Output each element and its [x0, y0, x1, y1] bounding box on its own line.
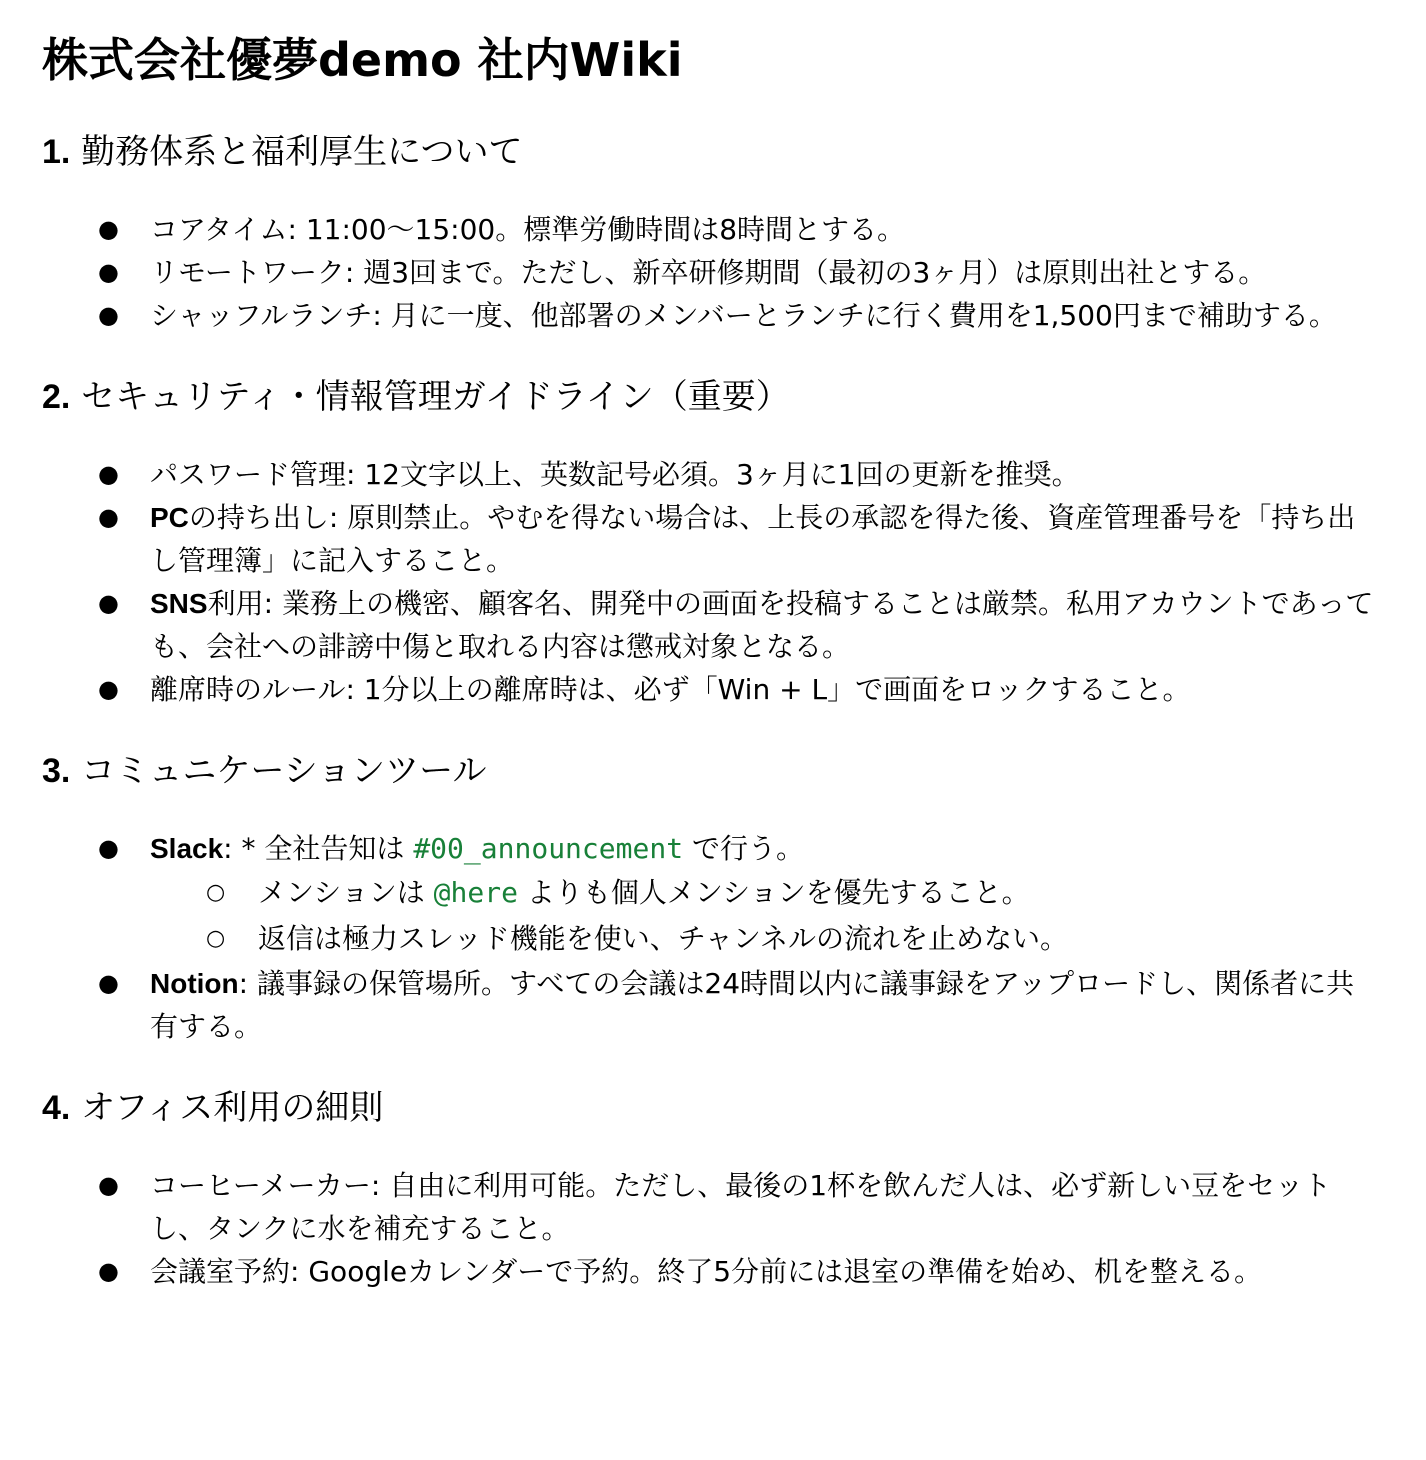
- item-text: 原則禁止。やむを得ない場合は、上長の承認を得た後、資産管理番号を「持ち出し管理簿」に記入すること。: [150, 501, 1356, 577]
- section-title: セキュリティ・情報管理ガイドライン（重要）: [81, 377, 790, 417]
- item-separator: :: [345, 673, 364, 706]
- section-3: [42, 747, 1384, 1048]
- bullet-list: [42, 1164, 1384, 1293]
- section-heading: [42, 747, 1384, 795]
- bullet-list: [42, 827, 1384, 1048]
- item-separator: :: [223, 832, 242, 865]
- section-number: 4.: [42, 1089, 71, 1127]
- item-text: 返信は極力スレッド機能を使い、チャンネルの流れを止めない。: [258, 922, 1069, 955]
- section-title: オフィス利用の細則: [81, 1088, 384, 1128]
- bullet-icon: ●: [98, 834, 119, 862]
- bullet-list: [42, 453, 1384, 711]
- item-separator: :: [263, 587, 282, 620]
- bullet-icon: ●: [98, 1171, 119, 1199]
- bullet-icon: ●: [98, 589, 119, 617]
- circle-bullet-icon: ○: [206, 926, 226, 951]
- section-heading: [42, 1084, 1384, 1132]
- item-separator: :: [372, 299, 391, 332]
- bullet-icon: ●: [98, 460, 119, 488]
- mention-code: @here: [433, 876, 518, 909]
- list-item: [42, 294, 1382, 337]
- list-item: [42, 496, 1382, 582]
- item-label: 会議室予約: [150, 1255, 291, 1288]
- list-item: [42, 1250, 1382, 1293]
- item-text: 週3回まで。ただし、新卒研修期間（最初の3ヶ月）は原則出社とする。: [363, 256, 1267, 289]
- item-separator: :: [344, 256, 364, 289]
- bullet-icon: ●: [98, 675, 119, 703]
- item-label-bold: Slack: [150, 833, 224, 864]
- bullet-icon: ●: [98, 1257, 119, 1285]
- channel-code: #00_announcement: [413, 832, 684, 865]
- section-heading: [42, 373, 1384, 421]
- bullet-icon: ●: [98, 969, 119, 997]
- section-title: コミュニケーションツール: [81, 751, 487, 791]
- section-1: [42, 128, 1384, 337]
- item-label: コーヒーメーカー: [150, 1169, 371, 1202]
- sub-bullet-list: [150, 870, 1382, 962]
- item-text: 11:00〜15:00。標準労働時間は8時間とする。: [305, 213, 906, 246]
- item-text: Googleカレンダーで予約。終了5分前には退室の準備を始め、机を整える。: [308, 1255, 1262, 1288]
- list-item: [42, 582, 1382, 668]
- item-separator: :: [370, 1169, 390, 1202]
- item-text: メンションは: [258, 876, 434, 909]
- list-item: [42, 251, 1382, 294]
- bullet-list: [42, 208, 1384, 337]
- list-item: [42, 668, 1382, 711]
- item-text: 業務上の機密、顧客名、開発中の画面を投稿することは厳禁。私用アカウントであっても、会社への誹謗中傷と取れる内容は懲戒対象となる。: [150, 587, 1374, 663]
- bullet-icon: ●: [98, 301, 119, 329]
- section-title: 勤務体系と福利厚生について: [81, 132, 523, 172]
- item-text: * 全社告知は: [241, 832, 414, 865]
- item-text: 自由に利用可能。ただし、最後の1杯を飲んだ人は、必ず新しい豆をセットし、タンクに水を補充すること。: [150, 1169, 1332, 1245]
- item-label-bold: Notion: [150, 968, 239, 999]
- section-4: [42, 1084, 1384, 1293]
- item-text: 議事録の保管場所。すべての会議は24時間以内に議事録をアップロードし、関係者に共有する。: [150, 967, 1355, 1043]
- section-heading: [42, 128, 1384, 176]
- section-number: 2.: [42, 378, 71, 416]
- item-label: の持ち出し: [188, 501, 329, 534]
- sub-list-item: [150, 870, 1382, 916]
- bullet-icon: ●: [98, 503, 119, 531]
- sub-list-item: [150, 916, 1382, 962]
- bullet-icon: ●: [98, 258, 119, 286]
- item-separator: :: [290, 1255, 309, 1288]
- item-text: よりも個人メンションを優先すること。: [517, 876, 1030, 909]
- item-separator: :: [287, 213, 306, 246]
- item-label-bold: SNS: [150, 588, 208, 619]
- item-label: リモートワーク: [150, 256, 345, 289]
- item-text: 1分以上の離席時は、必ず「Win + L」で画面をロックすること。: [363, 673, 1191, 706]
- item-label: パスワード管理: [150, 458, 347, 491]
- circle-bullet-icon: ○: [206, 880, 226, 905]
- list-item: [42, 1164, 1382, 1250]
- page-title: 株式会社優夢demo 社内Wiki: [42, 33, 683, 87]
- item-label: 離席時のルール: [150, 673, 346, 706]
- list-item: [42, 208, 1382, 251]
- item-label: コアタイム: [150, 213, 288, 246]
- item-text: で行う。: [683, 832, 804, 865]
- item-label: シャッフルランチ: [150, 299, 373, 332]
- list-item: [42, 453, 1382, 496]
- bullet-icon: ●: [98, 215, 119, 243]
- item-label: 利用: [207, 587, 264, 620]
- list-item-slack: [42, 827, 1382, 962]
- item-separator: :: [238, 967, 257, 1000]
- item-separator: :: [328, 501, 348, 534]
- item-label-bold: PC: [150, 502, 189, 533]
- section-number: 3.: [42, 752, 71, 790]
- item-text: 月に一度、他部署のメンバーとランチに行く費用を1,500円まで補助する。: [390, 299, 1337, 332]
- list-item-notion: [42, 962, 1382, 1048]
- section-2: [42, 373, 1384, 711]
- section-number: 1.: [42, 133, 71, 171]
- item-text: 12文字以上、英数記号必須。3ヶ月に1回の更新を推奨。: [364, 458, 1080, 491]
- item-separator: :: [346, 458, 365, 491]
